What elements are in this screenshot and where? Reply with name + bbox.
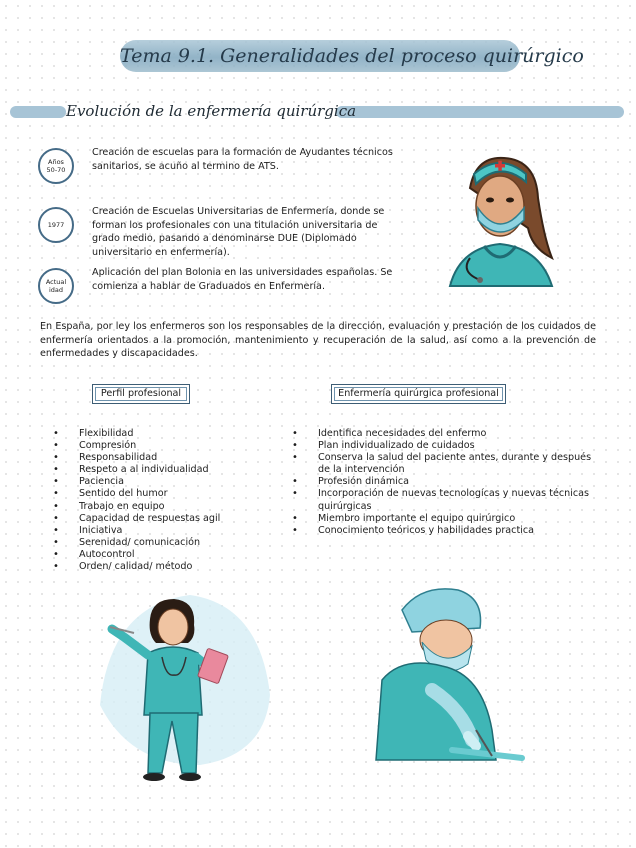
perfil-profesional-box: Perfil profesional: [92, 384, 190, 404]
perfil-list: [79, 428, 279, 573]
list-item: • Compresión: [79, 440, 279, 452]
section-bar-left: [10, 106, 66, 118]
list-item: • Responsabilidad: [79, 452, 279, 464]
quirurgica-list: [318, 428, 596, 537]
list-item: • Trabajo en equipo: [79, 501, 279, 513]
section-title: Evolución de la enfermería quirúrgica: [66, 102, 357, 120]
timeline-badge: [38, 148, 74, 184]
list-item: • Identifica necesidades del enfermo: [318, 428, 596, 440]
timeline-badge: [38, 207, 74, 243]
page-title-banner: [120, 40, 584, 72]
badge-line: idad: [48, 286, 64, 294]
list-item: • Flexibilidad: [79, 428, 279, 440]
badge-line: Años: [48, 158, 64, 166]
list-item: • Orden/ calidad/ método: [79, 561, 279, 573]
badge-line: Actual: [45, 278, 67, 286]
list-item: • Paciencia: [79, 476, 279, 488]
badge-line: 50-70: [46, 166, 66, 174]
list-item: • Capacidad de respuestas agil: [79, 513, 279, 525]
surgeon-illustration: [372, 580, 532, 770]
timeline-badge: [38, 268, 74, 304]
timeline-text: Creación de Escuelas Universitarias de Enfermería, donde se forman los profesionales con una titulación universitaria de grado medio, pasando a denominarse DUE (Diplomado universitario en enfermería).: [92, 206, 385, 258]
list-item: • Respeto a al individualidad: [79, 464, 279, 476]
intro-paragraph: En España, por ley los enfermeros son los responsables de la dirección, evaluación y prestación de los cuidados de enfermería orientados a la promoción, mantenimiento y recuperación de la salud, así como a la prevención de enfermedades y discapacidades.: [40, 321, 596, 359]
list-item: • Conserva la salud del paciente antes, durante y después de la intervención: [318, 452, 596, 476]
section-bar-right: [336, 106, 624, 118]
list-item: • Autocontrol: [79, 549, 279, 561]
list-item: • Serenidad/ comunicación: [79, 537, 279, 549]
page-title: Tema 9.1. Generalidades del proceso quirúrgico: [120, 45, 584, 67]
list-item: • Miembro importante el equipo quirúrgico: [318, 513, 596, 525]
nurse-illustration: [440, 148, 560, 288]
list-item: • Iniciativa: [79, 525, 279, 537]
list-item: • Incorporación de nuevas tecnologícas y nuevas técnicas quirúrgicas: [318, 488, 596, 512]
enfermeria-quirurgica-box: Enfermería quirúrgica profesional: [331, 384, 506, 404]
list-item: • Conocimiento teóricos y habilidades practica: [318, 525, 596, 537]
timeline-text: Aplicación del plan Bolonia en las universidades españolas. Se comienza a hablar de Graduados en Enfermería.: [92, 267, 393, 292]
timeline-text: Creación de escuelas para la formación de Ayudantes técnicos sanitarios, se acuño al termino de ATS.: [92, 147, 393, 172]
list-item: • Profesión dinámica: [318, 476, 596, 488]
list-item: • Sentido del humor: [79, 488, 279, 500]
badge-line: 1977: [47, 221, 65, 229]
list-item: • Plan individualizado de cuidados: [318, 440, 596, 452]
nurse-clipboard-illustration: [90, 585, 280, 790]
